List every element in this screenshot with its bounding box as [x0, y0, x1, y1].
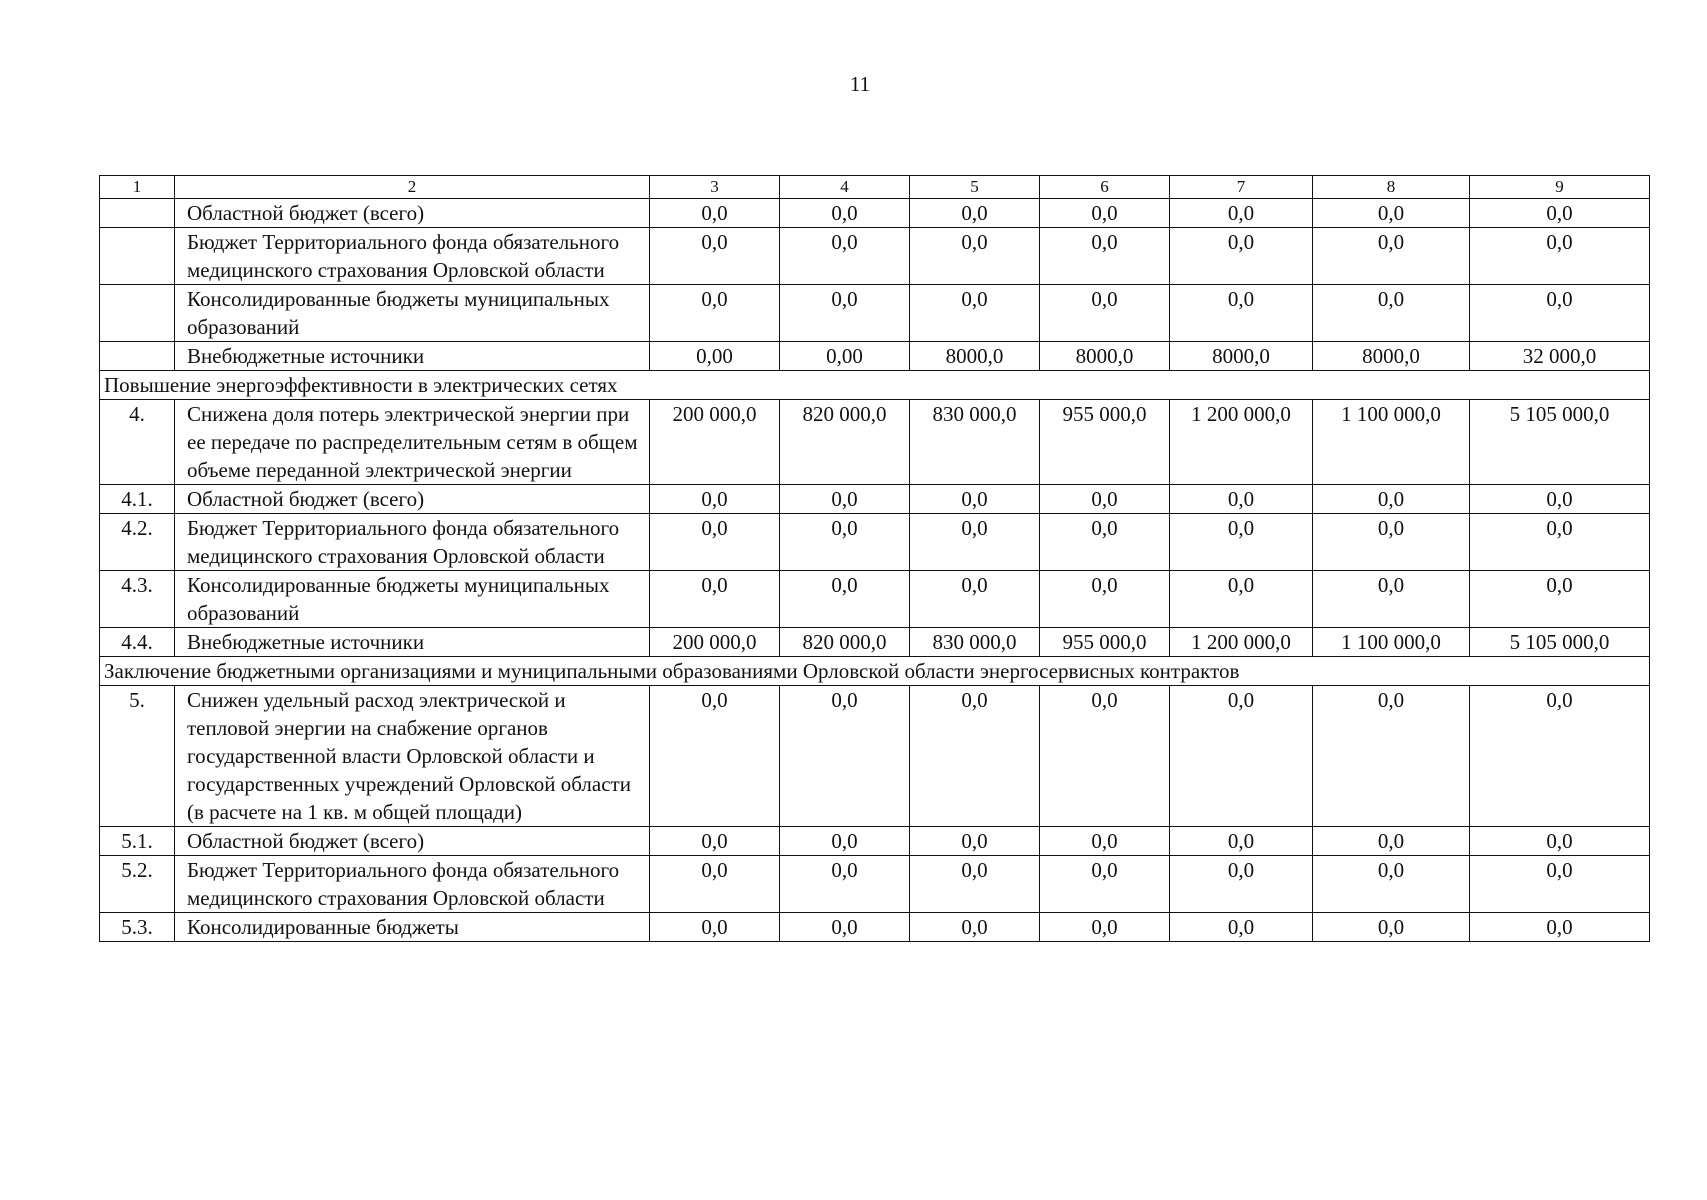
table-row: [100, 228, 1650, 285]
value-cell: 0,0: [1170, 228, 1313, 285]
row-number: 5.2.: [100, 856, 175, 913]
value-cell: 0,0: [910, 686, 1040, 827]
value-cell: 5 105 000,0: [1470, 628, 1650, 657]
value-cell: 0,0: [1170, 571, 1313, 628]
value-cell: 8000,0: [1170, 342, 1313, 371]
value-cell: 1 200 000,0: [1170, 628, 1313, 657]
row-description: Консолидированные бюджеты: [175, 913, 650, 942]
value-cell: 0,0: [650, 686, 780, 827]
value-cell: 0,0: [780, 485, 910, 514]
value-cell: 0,0: [650, 913, 780, 942]
value-cell: 0,0: [650, 485, 780, 514]
value-cell: 1 100 000,0: [1313, 628, 1470, 657]
value-cell: 955 000,0: [1040, 400, 1170, 485]
value-cell: 0,0: [780, 228, 910, 285]
value-cell: 0,0: [1313, 228, 1470, 285]
table-row: [100, 571, 1650, 628]
row-description: Внебюджетные источники: [175, 342, 650, 371]
value-cell: 0,0: [1470, 686, 1650, 827]
table-row: [100, 514, 1650, 571]
table-row: [100, 485, 1650, 514]
row-description: Внебюджетные источники: [175, 628, 650, 657]
value-cell: 0,0: [1040, 228, 1170, 285]
value-cell: 8000,0: [1313, 342, 1470, 371]
value-cell: 0,0: [1470, 913, 1650, 942]
table-row: [100, 686, 1650, 827]
value-cell: 0,0: [1313, 686, 1470, 827]
value-cell: 0,0: [1170, 856, 1313, 913]
value-cell: 0,0: [1313, 485, 1470, 514]
value-cell: 830 000,0: [910, 628, 1040, 657]
value-cell: 0,0: [1040, 827, 1170, 856]
value-cell: 200 000,0: [650, 628, 780, 657]
value-cell: 0,0: [650, 571, 780, 628]
row-number: 5.: [100, 686, 175, 827]
value-cell: 0,0: [1040, 485, 1170, 514]
value-cell: 0,0: [1470, 571, 1650, 628]
value-cell: 0,0: [780, 199, 910, 228]
value-cell: 0,00: [780, 342, 910, 371]
value-cell: 0,0: [1470, 228, 1650, 285]
table-row: [100, 400, 1650, 485]
value-cell: 200 000,0: [650, 400, 780, 485]
value-cell: 0,0: [1470, 199, 1650, 228]
column-number-cell: 6: [1040, 176, 1170, 199]
value-cell: 0,0: [780, 514, 910, 571]
row-number: [100, 228, 175, 285]
value-cell: 0,0: [1040, 514, 1170, 571]
row-number: 5.1.: [100, 827, 175, 856]
row-number: [100, 285, 175, 342]
value-cell: 0,0: [780, 827, 910, 856]
value-cell: 0,0: [1170, 827, 1313, 856]
value-cell: 0,0: [780, 913, 910, 942]
value-cell: 0,0: [910, 228, 1040, 285]
row-description: Областной бюджет (всего): [175, 485, 650, 514]
value-cell: 0,0: [1040, 686, 1170, 827]
value-cell: 0,0: [650, 228, 780, 285]
value-cell: 0,0: [910, 856, 1040, 913]
value-cell: 0,0: [910, 514, 1040, 571]
table-body: [100, 176, 1650, 942]
value-cell: 0,0: [650, 199, 780, 228]
row-number: [100, 342, 175, 371]
value-cell: 0,0: [1313, 827, 1470, 856]
value-cell: 0,0: [1170, 199, 1313, 228]
value-cell: 0,0: [1470, 827, 1650, 856]
table-row: [100, 856, 1650, 913]
column-number-cell: 9: [1470, 176, 1650, 199]
column-number-cell: 8: [1313, 176, 1470, 199]
value-cell: 0,0: [1313, 199, 1470, 228]
value-cell: 0,0: [1313, 856, 1470, 913]
page-number: 11: [849, 72, 871, 96]
value-cell: 0,0: [1040, 571, 1170, 628]
value-cell: 0,0: [1470, 514, 1650, 571]
section-row: [100, 657, 1650, 686]
table-row: [100, 342, 1650, 371]
row-number: 4.3.: [100, 571, 175, 628]
value-cell: 0,0: [910, 571, 1040, 628]
value-cell: 0,0: [1313, 913, 1470, 942]
value-cell: 32 000,0: [1470, 342, 1650, 371]
budget-table: [99, 175, 1650, 942]
table-row: [100, 827, 1650, 856]
value-cell: 1 200 000,0: [1170, 400, 1313, 485]
row-description: Снижена доля потерь электрической энергии при ее передаче по распределительным сетям в общем объеме переданной электрической энергии: [175, 400, 650, 485]
value-cell: 0,0: [1170, 514, 1313, 571]
column-number-cell: 3: [650, 176, 780, 199]
column-number-cell: 2: [175, 176, 650, 199]
row-description: Консолидированные бюджеты муниципальных образований: [175, 285, 650, 342]
table-row: [100, 913, 1650, 942]
row-description: Бюджет Территориального фонда обязательного медицинского страхования Орловской области: [175, 514, 650, 571]
value-cell: 955 000,0: [1040, 628, 1170, 657]
row-number: 4.4.: [100, 628, 175, 657]
value-cell: 0,0: [910, 199, 1040, 228]
column-number-row: [100, 176, 1650, 199]
section-title: Заключение бюджетными организациями и муниципальными образованиями Орловской области энергосервисных контрактов: [100, 657, 1650, 686]
value-cell: 0,0: [1313, 285, 1470, 342]
table-row: [100, 628, 1650, 657]
row-description: Бюджет Территориального фонда обязательного медицинского страхования Орловской области: [175, 228, 650, 285]
value-cell: 5 105 000,0: [1470, 400, 1650, 485]
value-cell: 0,0: [650, 827, 780, 856]
row-description: Областной бюджет (всего): [175, 827, 650, 856]
value-cell: 0,0: [910, 285, 1040, 342]
value-cell: 0,0: [1040, 285, 1170, 342]
value-cell: 0,0: [1470, 485, 1650, 514]
table-row: [100, 199, 1650, 228]
value-cell: 0,00: [650, 342, 780, 371]
row-description: Областной бюджет (всего): [175, 199, 650, 228]
value-cell: 0,0: [1170, 285, 1313, 342]
row-number: 4.2.: [100, 514, 175, 571]
value-cell: 0,0: [780, 856, 910, 913]
value-cell: 0,0: [1170, 686, 1313, 827]
value-cell: 8000,0: [910, 342, 1040, 371]
value-cell: 820 000,0: [780, 628, 910, 657]
value-cell: 0,0: [910, 485, 1040, 514]
value-cell: 0,0: [1040, 199, 1170, 228]
value-cell: 0,0: [780, 571, 910, 628]
row-description: Бюджет Территориального фонда обязательного медицинского страхования Орловской области: [175, 856, 650, 913]
section-title: Повышение энергоэффективности в электрических сетях: [100, 371, 1650, 400]
row-description: Консолидированные бюджеты муниципальных образований: [175, 571, 650, 628]
value-cell: 0,0: [780, 686, 910, 827]
value-cell: 0,0: [1470, 285, 1650, 342]
value-cell: 8000,0: [1040, 342, 1170, 371]
value-cell: 0,0: [1170, 913, 1313, 942]
row-number: [100, 199, 175, 228]
value-cell: 0,0: [650, 285, 780, 342]
value-cell: 0,0: [1313, 514, 1470, 571]
row-number: 5.3.: [100, 913, 175, 942]
value-cell: 0,0: [910, 827, 1040, 856]
value-cell: 820 000,0: [780, 400, 910, 485]
row-number: 4.: [100, 400, 175, 485]
value-cell: 830 000,0: [910, 400, 1040, 485]
value-cell: 1 100 000,0: [1313, 400, 1470, 485]
value-cell: 0,0: [910, 913, 1040, 942]
column-number-cell: 4: [780, 176, 910, 199]
section-row: [100, 371, 1650, 400]
value-cell: 0,0: [780, 285, 910, 342]
column-number-cell: 1: [100, 176, 175, 199]
column-number-cell: 5: [910, 176, 1040, 199]
table-row: [100, 285, 1650, 342]
value-cell: 0,0: [650, 856, 780, 913]
value-cell: 0,0: [1313, 571, 1470, 628]
row-description: Снижен удельный расход электрической и тепловой энергии на снабжение органов государственной власти Орловской области и государственных учреждений Орловской области (в расчете на 1 кв. м общей площади): [175, 686, 650, 827]
value-cell: 0,0: [650, 514, 780, 571]
row-number: 4.1.: [100, 485, 175, 514]
value-cell: 0,0: [1040, 913, 1170, 942]
column-number-cell: 7: [1170, 176, 1313, 199]
value-cell: 0,0: [1040, 856, 1170, 913]
value-cell: 0,0: [1470, 856, 1650, 913]
value-cell: 0,0: [1170, 485, 1313, 514]
